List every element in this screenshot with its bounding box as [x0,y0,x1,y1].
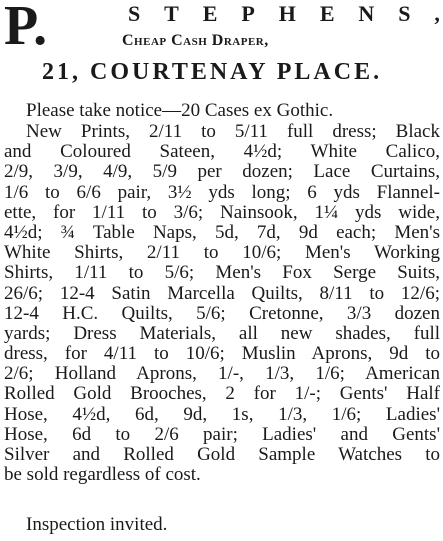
paragraph-line: 1/6 to 6/6 pair, 3½ yds long; 6 yds Flannel- [4,181,440,203]
paragraph-line: dress, for 4/11 to 10/6; Muslin Aprons, 9d to [4,343,440,365]
paragraph-line: 4½d; ¾ Table Naps, 5d, 7d, 9d each; Men's [4,221,440,243]
paragraph-line: White Shirts, 2/11 to 10/6; Men's Working [4,242,440,264]
notice-line: Please take notice—20 Cases ex Gothic. [26,100,334,121]
street-address: 21, COURTENAY PLACE. [42,59,383,85]
price-list-paragraph [4,122,440,485]
surname-letter: P [241,1,255,26]
surname-letter: S [398,1,411,26]
paragraph-line: be sold regardless of cost. [4,464,201,486]
paragraph-line: 26/6; 12-4 Satin Marcella Quilts, 8/11 to 12/6; [4,282,440,304]
paragraph-line: ette, for 1/11 to 3/6; Nainsook, 1¼ yds wide, [4,201,440,223]
surname-letter: , [434,1,440,26]
paragraph-line: and Coloured Sateen, 4½d; White Calico, [4,141,440,163]
closing-line: Inspection invited. [26,514,168,535]
surname-letter: E [319,1,335,26]
paragraph-line: 2/9, 3/9, 4/9, 5/9 per dozen; Lace Curtains, [4,161,440,183]
paragraph-line: yards; Dress Materials, all new shades, full [4,322,440,344]
merchant-surname [128,3,440,25]
paragraph-line: Silver and Rolled Gold Sample Watches to [4,444,440,465]
paragraph-line: Hose, 4½d, 6d, 9d, 1s, 1/3, 1/6; Ladies' [4,403,440,425]
paragraph-line: Shirts, 1/11 to 5/6; Men's Fox Serge Suits, [4,262,440,284]
surname-letter: H [278,1,296,26]
surname-letter: T [164,1,179,26]
paragraph-line: New Prints, 2/11 to 5/11 full dress; Black [26,121,440,142]
paragraph-line: Hose, 6d to 2/6 pair; Ladies' and Gents' [4,423,440,445]
paragraph-line: 12-4 H.C. Quilts, 5/6; Cretonne, 3/3 dozen [4,302,440,324]
large-initial-letter: P. [4,0,48,57]
paragraph-line: Rolled Gold Brooches, 2 for 1/-; Gents' Half [4,383,440,405]
paragraph-line: 2/6; Holland Aprons, 1/-, 1/3, 1/6; American [4,363,440,385]
surname-letter: E [202,1,218,26]
business-description: Cheap Cash Draper, [122,32,269,49]
surname-letter: N [358,1,375,26]
surname-letter: S [128,1,141,26]
